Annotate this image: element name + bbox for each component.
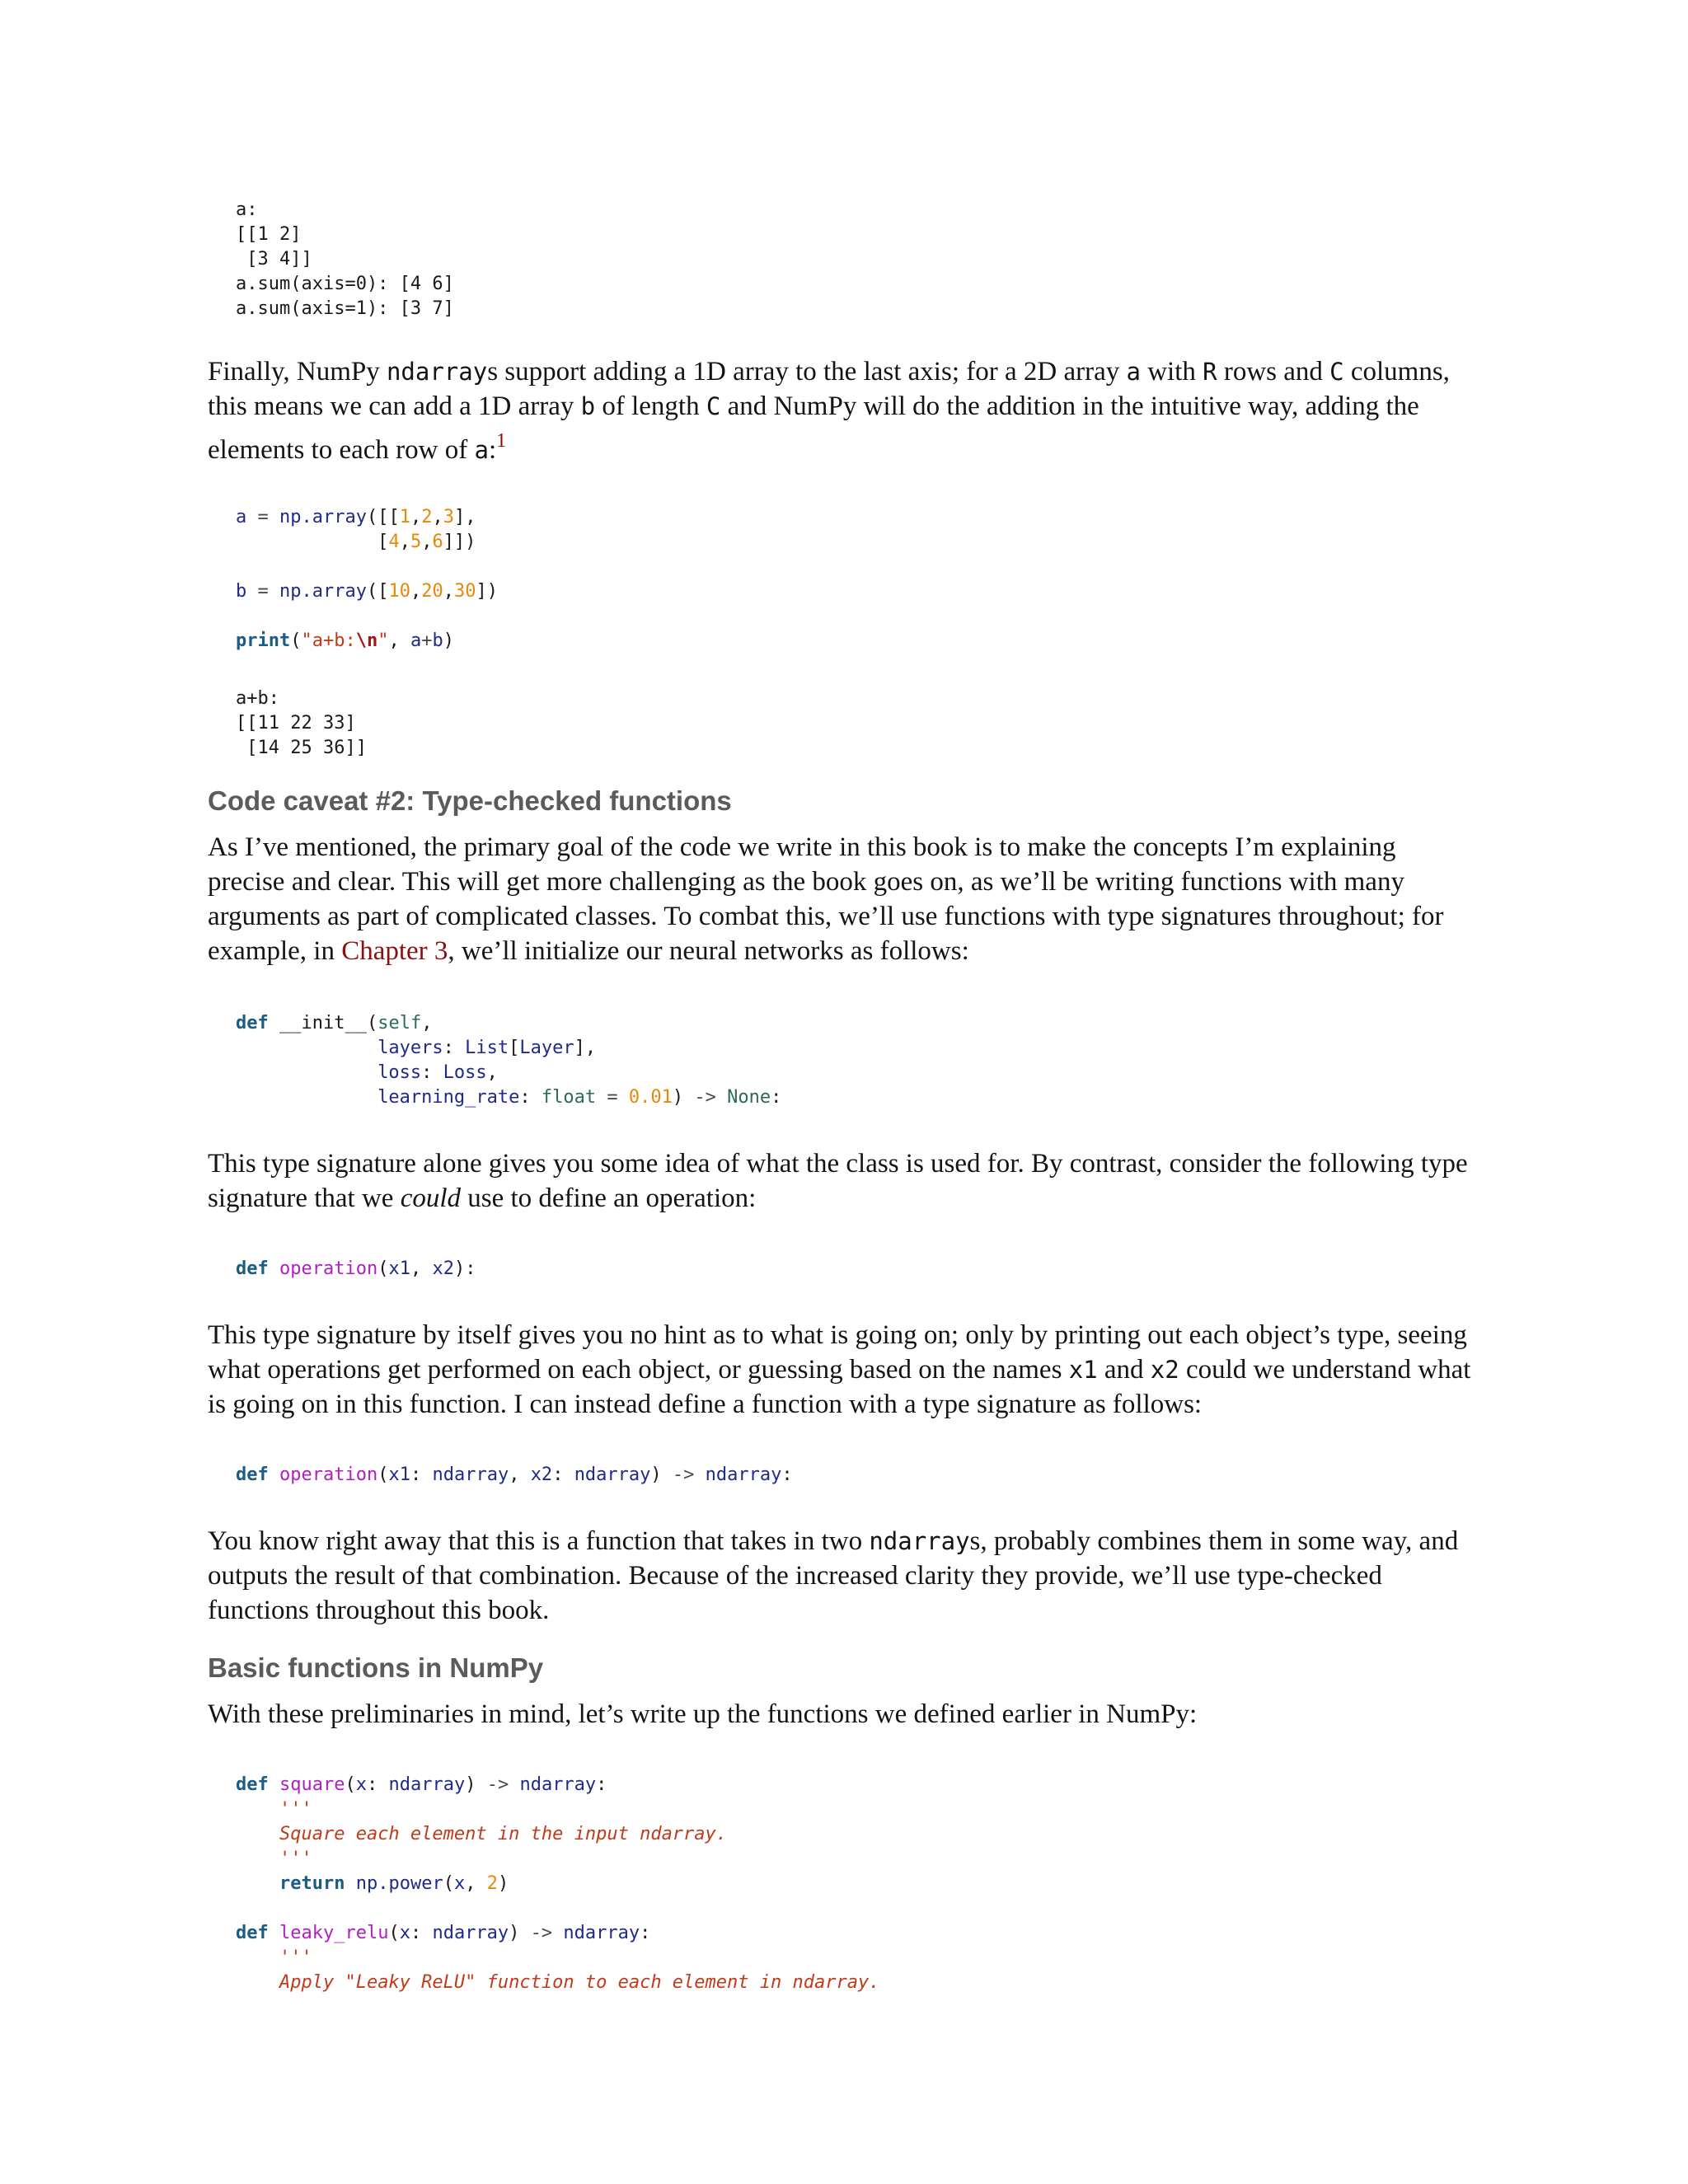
typed-operation-code: def operation(x1: ndarray, x2: ndarray) -> ndarray:: [236, 1465, 793, 1485]
chapter-3-link[interactable]: Chapter 3: [341, 936, 448, 966]
output-line: a.sum(axis=0): [4 6]: [236, 274, 454, 294]
sum-result-output-block: [208, 687, 1477, 761]
output-line: a.sum(axis=1): [3 7]: [236, 298, 454, 319]
untyped-operation-code: def operation(x1, x2):: [236, 1258, 476, 1279]
numpy-functions-code: def square(x: ndarray) -> ndarray: ''' Square each element in the input ndarray. ''' return np.power(x, 2) def leaky_relu(x: ndarray) -> ndarray: ''' Apply "Leaky ReLU" function to each element in ndarray.: [236, 1774, 880, 1993]
clarity-paragraph: You know right away that this is a function that takes in two ndarrays, probably combines them in some way, and outputs the result of that combination. Because of the increased clarity they provide, we’ll use type-checked functions throughout this book.: [208, 1526, 1459, 1625]
output-line: [3 4]]: [236, 249, 312, 269]
contrast-paragraph: This type signature alone gives you some idea of what the class is used for. By contrast, consider the following type signature that we could use to define an operation:: [208, 1149, 1468, 1213]
output-line: [14 25 36]]: [236, 738, 367, 758]
output-line: [[1 2]: [236, 224, 302, 245]
book-page: [208, 198, 1477, 1995]
output-line: a+b:: [236, 688, 279, 709]
type-check-paragraph: As I’ve mentioned, the primary goal of the code we write in this book is to make the concepts I’m explaining precise and clear. This will get more challenging as the book goes on, as we’ll be writing functions with many arguments as part of complicated classes. To combat this, we’ll use functions with type signatures throughout; for example, in Chapter 3, we’ll initialize our neural networks as follows:: [208, 832, 1444, 966]
section-heading: Code caveat #2: Type-checked functions: [208, 785, 732, 816]
output-line: a:: [236, 199, 258, 220]
broadcast-paragraph: Finally, NumPy ndarrays support adding a 1D array to the last axis; for a 2D array a with R rows and C columns, this means we can add a 1D array b of length C and NumPy will do the addition in the intuitive way, adding the elements to each row of a:$^1$: [208, 357, 1450, 465]
no-hint-paragraph: This type signature by itself gives you no hint as to what is going on; only by printing out each object’s type, seeing what operations get performed on each object, or guessing based on the names x1 and x2 could we understand what is going on in this function. I can instead define a function with a type signature as follows:: [208, 1320, 1471, 1419]
preliminaries-paragraph: With these preliminaries in mind, let’s write up the functions we defined earlier in NumPy:: [208, 1699, 1198, 1729]
broadcast-code-block: a = np.array([[1,2,3], [4,5,6]]) b = np.array([10,20,30]) print("a+b:\n", a+b): [236, 507, 498, 651]
section-heading: Basic functions in NumPy: [208, 1652, 544, 1683]
footnote-link[interactable]: 1: [496, 430, 507, 452]
sum-output-block: [208, 198, 1477, 321]
output-line: [[11 22 33]: [236, 713, 356, 733]
init-code-block: def __init__(self, layers: List[Layer], loss: Loss, learning_rate: float = 0.01) -> None:: [236, 1013, 782, 1108]
